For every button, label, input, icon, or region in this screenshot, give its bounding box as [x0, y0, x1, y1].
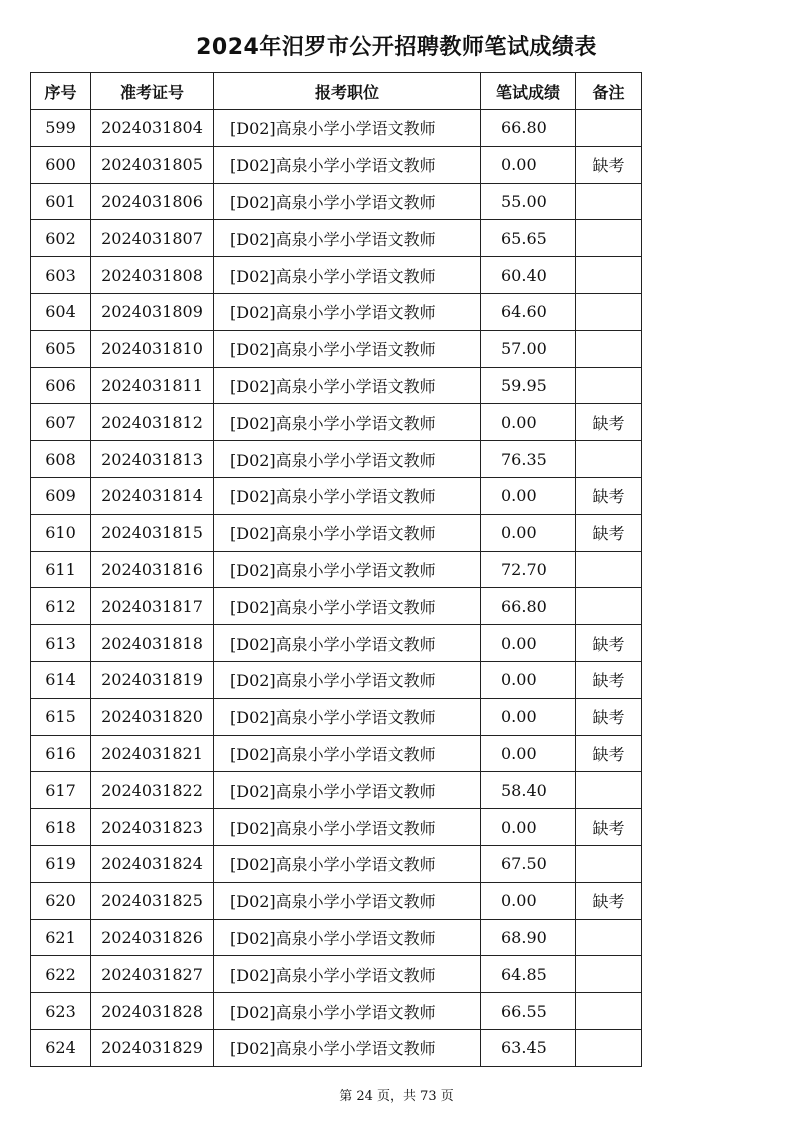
- cell-score: 0.00: [481, 809, 576, 846]
- cell-position: [D02]高泉小学小学语文教师: [214, 477, 481, 514]
- table-row: [31, 257, 642, 294]
- cell-score: 66.80: [481, 588, 576, 625]
- cell-note: [576, 993, 642, 1030]
- cell-note: 缺考: [576, 514, 642, 551]
- cell-note: 缺考: [576, 625, 642, 662]
- header-score: 笔试成绩: [481, 73, 576, 110]
- cell-position: [D02]高泉小学小学语文教师: [214, 845, 481, 882]
- cell-score: 65.65: [481, 220, 576, 257]
- table-row: [31, 919, 642, 956]
- table-row: [31, 514, 642, 551]
- table-row: [31, 477, 642, 514]
- cell-score: 67.50: [481, 845, 576, 882]
- table-row: [31, 625, 642, 662]
- cell-position: [D02]高泉小学小学语文教师: [214, 809, 481, 846]
- cell-note: [576, 919, 642, 956]
- cell-exam-id: 2024031829: [91, 1029, 214, 1066]
- cell-exam-id: 2024031824: [91, 845, 214, 882]
- cell-position: [D02]高泉小学小学语文教师: [214, 588, 481, 625]
- table-row: [31, 551, 642, 588]
- cell-exam-id: 2024031810: [91, 330, 214, 367]
- cell-score: 60.40: [481, 257, 576, 294]
- cell-score: 0.00: [481, 735, 576, 772]
- cell-position: [D02]高泉小学小学语文教师: [214, 625, 481, 662]
- cell-serial: 608: [31, 441, 91, 478]
- table-header-row: [31, 73, 642, 110]
- header-exam-id: 准考证号: [91, 73, 214, 110]
- cell-exam-id: 2024031815: [91, 514, 214, 551]
- cell-position: [D02]高泉小学小学语文教师: [214, 772, 481, 809]
- cell-serial: 624: [31, 1029, 91, 1066]
- table-row: [31, 993, 642, 1030]
- cell-serial: 611: [31, 551, 91, 588]
- table-row: [31, 845, 642, 882]
- cell-serial: 618: [31, 809, 91, 846]
- cell-serial: 610: [31, 514, 91, 551]
- table-row: [31, 183, 642, 220]
- cell-serial: 606: [31, 367, 91, 404]
- cell-serial: 620: [31, 882, 91, 919]
- table-row: [31, 404, 642, 441]
- cell-score: 58.40: [481, 772, 576, 809]
- cell-note: [576, 772, 642, 809]
- cell-position: [D02]高泉小学小学语文教师: [214, 882, 481, 919]
- cell-position: [D02]高泉小学小学语文教师: [214, 514, 481, 551]
- table-row: [31, 956, 642, 993]
- cell-exam-id: 2024031806: [91, 183, 214, 220]
- cell-serial: 600: [31, 146, 91, 183]
- cell-serial: 614: [31, 661, 91, 698]
- cell-position: [D02]高泉小学小学语文教师: [214, 551, 481, 588]
- cell-serial: 601: [31, 183, 91, 220]
- cell-note: [576, 367, 642, 404]
- cell-position: [D02]高泉小学小学语文教师: [214, 110, 481, 147]
- cell-note: 缺考: [576, 809, 642, 846]
- cell-serial: 619: [31, 845, 91, 882]
- cell-score: 0.00: [481, 404, 576, 441]
- header-serial: 序号: [31, 73, 91, 110]
- table-row: [31, 772, 642, 809]
- cell-score: 0.00: [481, 882, 576, 919]
- cell-score: 0.00: [481, 514, 576, 551]
- cell-score: 55.00: [481, 183, 576, 220]
- cell-score: 66.80: [481, 110, 576, 147]
- cell-position: [D02]高泉小学小学语文教师: [214, 404, 481, 441]
- cell-serial: 599: [31, 110, 91, 147]
- table-row: [31, 220, 642, 257]
- table-row: [31, 110, 642, 147]
- cell-note: [576, 110, 642, 147]
- cell-position: [D02]高泉小学小学语文教师: [214, 146, 481, 183]
- cell-score: 66.55: [481, 993, 576, 1030]
- cell-score: 0.00: [481, 477, 576, 514]
- cell-position: [D02]高泉小学小学语文教师: [214, 993, 481, 1030]
- cell-serial: 604: [31, 293, 91, 330]
- cell-exam-id: 2024031808: [91, 257, 214, 294]
- cell-note: 缺考: [576, 698, 642, 735]
- cell-score: 64.85: [481, 956, 576, 993]
- cell-score: 59.95: [481, 367, 576, 404]
- cell-exam-id: 2024031811: [91, 367, 214, 404]
- table-row: [31, 735, 642, 772]
- cell-serial: 621: [31, 919, 91, 956]
- table-body: [31, 110, 642, 1067]
- cell-exam-id: 2024031818: [91, 625, 214, 662]
- cell-score: 0.00: [481, 625, 576, 662]
- cell-exam-id: 2024031828: [91, 993, 214, 1030]
- cell-serial: 623: [31, 993, 91, 1030]
- cell-exam-id: 2024031820: [91, 698, 214, 735]
- cell-note: [576, 441, 642, 478]
- cell-note: 缺考: [576, 661, 642, 698]
- cell-position: [D02]高泉小学小学语文教师: [214, 441, 481, 478]
- table-row: [31, 441, 642, 478]
- cell-exam-id: 2024031807: [91, 220, 214, 257]
- cell-score: 0.00: [481, 661, 576, 698]
- cell-position: [D02]高泉小学小学语文教师: [214, 293, 481, 330]
- cell-serial: 616: [31, 735, 91, 772]
- table-row: [31, 809, 642, 846]
- cell-position: [D02]高泉小学小学语文教师: [214, 956, 481, 993]
- table-row: [31, 367, 642, 404]
- cell-serial: 607: [31, 404, 91, 441]
- cell-score: 0.00: [481, 698, 576, 735]
- cell-serial: 603: [31, 257, 91, 294]
- cell-exam-id: 2024031821: [91, 735, 214, 772]
- cell-position: [D02]高泉小学小学语文教师: [214, 330, 481, 367]
- cell-position: [D02]高泉小学小学语文教师: [214, 735, 481, 772]
- cell-serial: 613: [31, 625, 91, 662]
- cell-note: [576, 1029, 642, 1066]
- cell-serial: 602: [31, 220, 91, 257]
- cell-note: 缺考: [576, 146, 642, 183]
- cell-note: [576, 588, 642, 625]
- cell-score: 63.45: [481, 1029, 576, 1066]
- cell-position: [D02]高泉小学小学语文教师: [214, 257, 481, 294]
- cell-score: 0.00: [481, 146, 576, 183]
- header-position: 报考职位: [214, 73, 481, 110]
- cell-score: 64.60: [481, 293, 576, 330]
- table-row: [31, 661, 642, 698]
- cell-note: 缺考: [576, 735, 642, 772]
- cell-note: [576, 293, 642, 330]
- cell-note: [576, 551, 642, 588]
- cell-position: [D02]高泉小学小学语文教师: [214, 661, 481, 698]
- cell-exam-id: 2024031827: [91, 956, 214, 993]
- cell-note: 缺考: [576, 882, 642, 919]
- cell-note: 缺考: [576, 477, 642, 514]
- cell-score: 76.35: [481, 441, 576, 478]
- cell-note: [576, 845, 642, 882]
- cell-exam-id: 2024031826: [91, 919, 214, 956]
- cell-note: [576, 956, 642, 993]
- cell-position: [D02]高泉小学小学语文教师: [214, 698, 481, 735]
- cell-score: 72.70: [481, 551, 576, 588]
- cell-exam-id: 2024031812: [91, 404, 214, 441]
- cell-serial: 617: [31, 772, 91, 809]
- cell-exam-id: 2024031819: [91, 661, 214, 698]
- cell-exam-id: 2024031804: [91, 110, 214, 147]
- cell-score: 68.90: [481, 919, 576, 956]
- cell-serial: 612: [31, 588, 91, 625]
- cell-exam-id: 2024031825: [91, 882, 214, 919]
- cell-note: [576, 183, 642, 220]
- cell-exam-id: 2024031809: [91, 293, 214, 330]
- cell-position: [D02]高泉小学小学语文教师: [214, 220, 481, 257]
- score-table: [30, 72, 642, 1067]
- cell-serial: 609: [31, 477, 91, 514]
- cell-serial: 622: [31, 956, 91, 993]
- cell-exam-id: 2024031813: [91, 441, 214, 478]
- page-footer: 第 24 页，共 73 页: [339, 1089, 454, 1104]
- cell-score: 57.00: [481, 330, 576, 367]
- table-row: [31, 146, 642, 183]
- table-row: [31, 698, 642, 735]
- cell-note: [576, 220, 642, 257]
- cell-exam-id: 2024031814: [91, 477, 214, 514]
- table-row: [31, 588, 642, 625]
- table-row: [31, 293, 642, 330]
- cell-note: [576, 330, 642, 367]
- cell-exam-id: 2024031805: [91, 146, 214, 183]
- cell-exam-id: 2024031816: [91, 551, 214, 588]
- cell-exam-id: 2024031817: [91, 588, 214, 625]
- cell-position: [D02]高泉小学小学语文教师: [214, 367, 481, 404]
- header-note: 备注: [576, 73, 642, 110]
- cell-exam-id: 2024031822: [91, 772, 214, 809]
- table-row: [31, 330, 642, 367]
- cell-serial: 605: [31, 330, 91, 367]
- page-title: 2024年汨罗市公开招聘教师笔试成绩表: [196, 35, 597, 60]
- cell-position: [D02]高泉小学小学语文教师: [214, 919, 481, 956]
- cell-note: 缺考: [576, 404, 642, 441]
- table-row: [31, 882, 642, 919]
- cell-serial: 615: [31, 698, 91, 735]
- cell-note: [576, 257, 642, 294]
- cell-position: [D02]高泉小学小学语文教师: [214, 1029, 481, 1066]
- cell-exam-id: 2024031823: [91, 809, 214, 846]
- table-row: [31, 1029, 642, 1066]
- cell-position: [D02]高泉小学小学语文教师: [214, 183, 481, 220]
